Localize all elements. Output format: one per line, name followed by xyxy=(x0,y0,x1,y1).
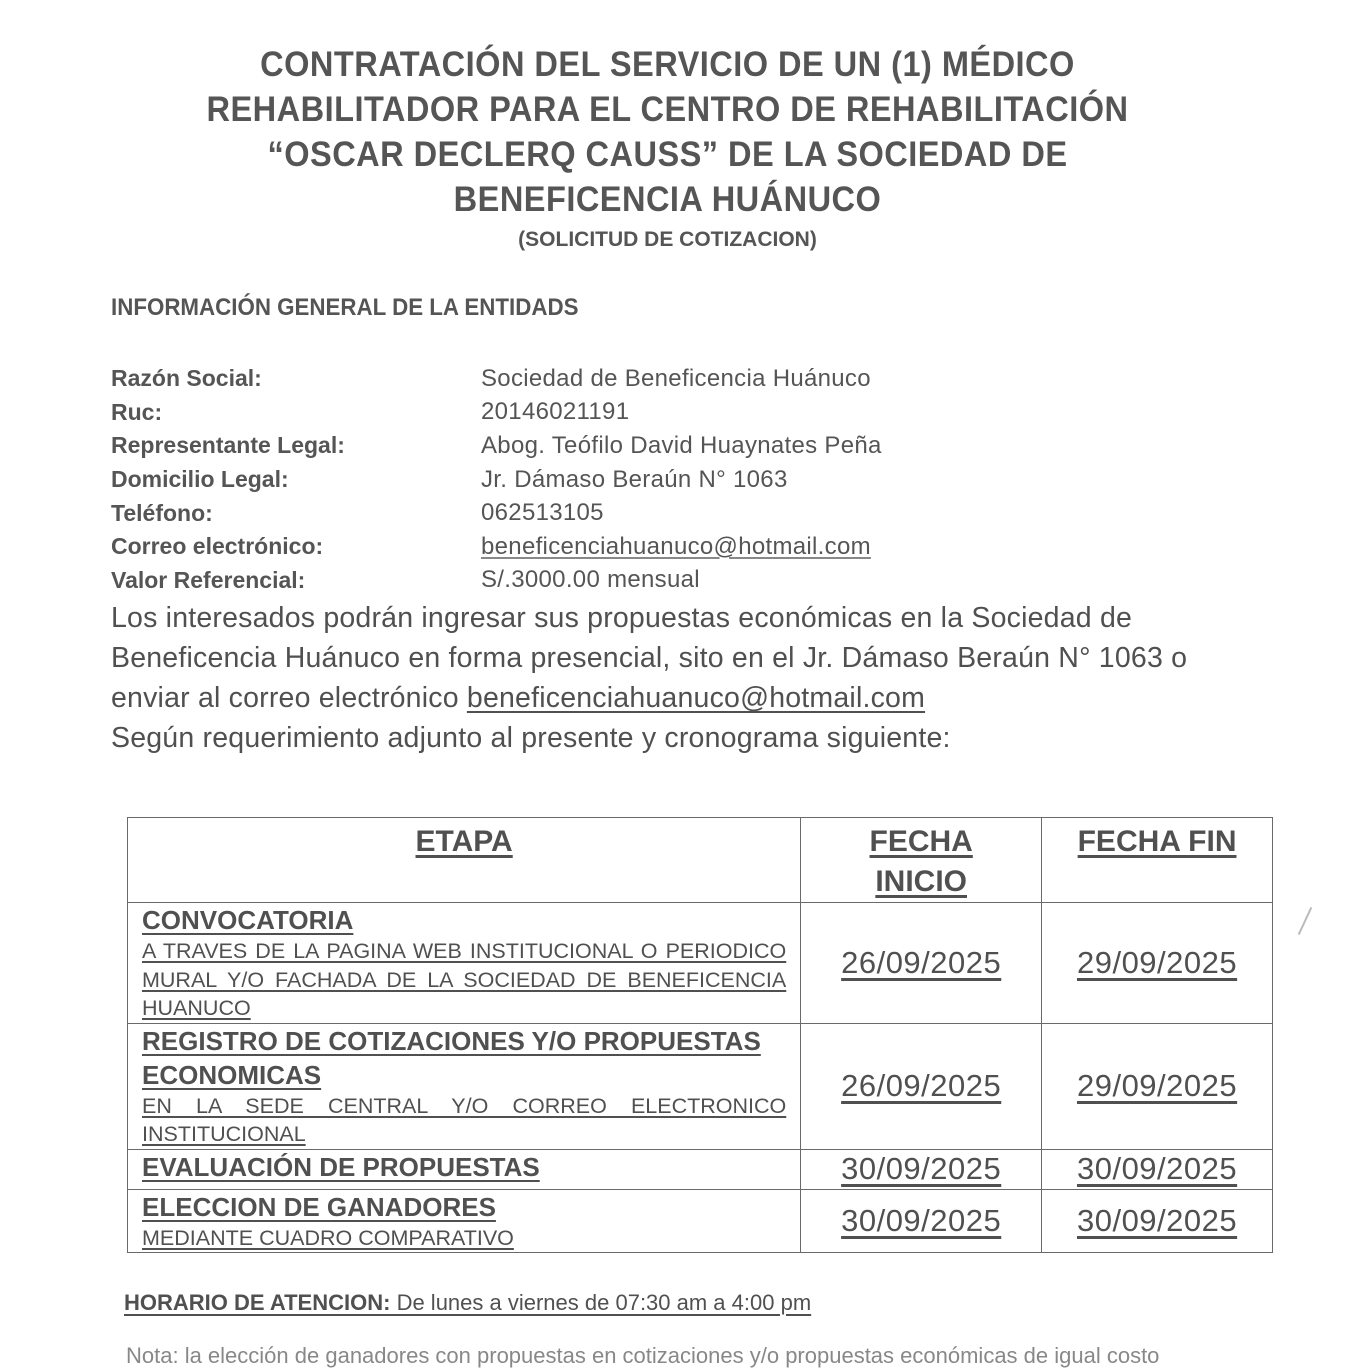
cut-off-note: Nota: la elección de ganadores con propuestas en cotizaciones y/o propuestas económicas de igual costo xyxy=(126,1343,1160,1368)
info-row-ruc xyxy=(111,396,882,430)
start-date: 26/09/2025 xyxy=(801,1023,1042,1149)
paragraph-text-end: Según requerimiento adjunto al presente y cronograma siguiente: xyxy=(111,722,951,754)
info-value: Jr. Dámaso Beraún N° 1063 xyxy=(481,465,788,493)
stage-title: CONVOCATORIA xyxy=(142,905,354,935)
title-line-2: REHABILITADOR PARA EL CENTRO DE REHABILITACIÓN xyxy=(206,90,1129,129)
end-date: 29/09/2025 xyxy=(1042,903,1273,1024)
start-date: 30/09/2025 xyxy=(801,1189,1042,1253)
end-date: 30/09/2025 xyxy=(1042,1189,1273,1253)
info-row-valor xyxy=(111,564,882,598)
paragraph-email-link[interactable]: beneficenciahuanuco@hotmail.com xyxy=(466,682,926,714)
end-date: 30/09/2025 xyxy=(1042,1149,1273,1189)
stage-cell xyxy=(128,903,801,1024)
entity-info-table xyxy=(111,362,882,597)
office-hours-value: De lunes a viernes de 07:30 am a 4:00 pm xyxy=(390,1290,812,1315)
stage-description: MEDIANTE CUADRO COMPARATIVO xyxy=(142,1225,514,1250)
info-label: Ruc: xyxy=(111,398,163,425)
document-title-block xyxy=(0,42,1335,256)
info-row-correo xyxy=(111,530,882,564)
stage-cell xyxy=(128,1023,801,1149)
scan-artifact xyxy=(1298,907,1312,935)
title-line-4: BENEFICENCIA HUÁNUCO xyxy=(453,180,882,219)
schedule-table xyxy=(127,817,1273,1253)
info-value: 20146021191 xyxy=(481,398,630,426)
end-date: 29/09/2025 xyxy=(1042,1023,1273,1149)
info-value: Abog. Teófilo David Huaynates Peña xyxy=(481,431,882,459)
stage-cell xyxy=(128,1149,801,1189)
stage-description: EN LA SEDE CENTRAL Y/O CORREO ELECTRONICO INSTITUCIONAL xyxy=(142,1093,787,1146)
info-label: Razón Social: xyxy=(111,365,262,392)
info-label: Teléfono: xyxy=(111,499,213,526)
header-fecha-inicio xyxy=(801,818,1042,903)
title-line-1: CONTRATACIÓN DEL SERVICIO DE UN (1) MÉDICO xyxy=(260,45,1075,84)
schedule-header-row xyxy=(128,818,1273,903)
header-fecha-inicio-text: FECHA INICIO xyxy=(869,825,973,898)
email-link[interactable]: beneficenciahuanuco@hotmail.com xyxy=(481,532,871,560)
title-line-3: “OSCAR DECLERQ CAUSS” DE LA SOCIEDAD DE xyxy=(267,135,1068,174)
section-heading-general-info: INFORMACIÓN GENERAL DE LA ENTIDADS xyxy=(111,294,579,321)
stage-title: EVALUACIÓN DE PROPUESTAS xyxy=(142,1151,540,1182)
stage-cell xyxy=(128,1189,801,1253)
info-value: 062513105 xyxy=(481,499,604,527)
info-row-razon-social xyxy=(111,362,882,396)
table-row xyxy=(128,1189,1273,1253)
instructions-paragraph xyxy=(111,598,1231,758)
stage-description: A TRAVES DE LA PAGINA WEB INSTITUCIONAL O PERIODICO MURAL Y/O FACHADA DE LA SOCIEDAD DE BENEFICENCIA HUANUCO xyxy=(142,939,787,1020)
info-value: S/.3000.00 mensual xyxy=(481,566,700,594)
table-row xyxy=(128,903,1273,1024)
document-subtitle: (SOLICITUD DE COTIZACION) xyxy=(518,228,817,251)
header-fecha-fin: FECHA FIN xyxy=(1042,818,1273,903)
info-label: Correo electrónico: xyxy=(111,533,324,560)
info-label: Domicilio Legal: xyxy=(111,466,289,493)
info-label: Representante Legal: xyxy=(111,432,345,459)
info-label: Valor Referencial: xyxy=(111,566,306,593)
paragraph-text: Los interesados podrán ingresar sus propuestas económicas en la Sociedad de Beneficencia Huánuco en forma presencial, sito en el Jr. Dámaso Beraún N° 1063 o enviar al correo electrónico xyxy=(111,602,1188,714)
office-hours xyxy=(124,1290,811,1316)
start-date: 30/09/2025 xyxy=(801,1149,1042,1189)
info-row-representante xyxy=(111,429,882,463)
info-row-telefono xyxy=(111,496,882,530)
stage-title: REGISTRO DE COTIZACIONES Y/O PROPUESTAS ECONOMICAS xyxy=(142,1025,761,1090)
table-row xyxy=(128,1149,1273,1189)
stage-title: ELECCION DE GANADORES xyxy=(142,1191,496,1222)
info-value: Sociedad de Beneficencia Huánuco xyxy=(481,364,871,392)
start-date: 26/09/2025 xyxy=(801,903,1042,1024)
info-row-domicilio xyxy=(111,463,882,497)
table-row xyxy=(128,1023,1273,1149)
header-etapa: ETAPA xyxy=(128,818,801,903)
office-hours-label: HORARIO DE ATENCION: xyxy=(124,1290,391,1315)
